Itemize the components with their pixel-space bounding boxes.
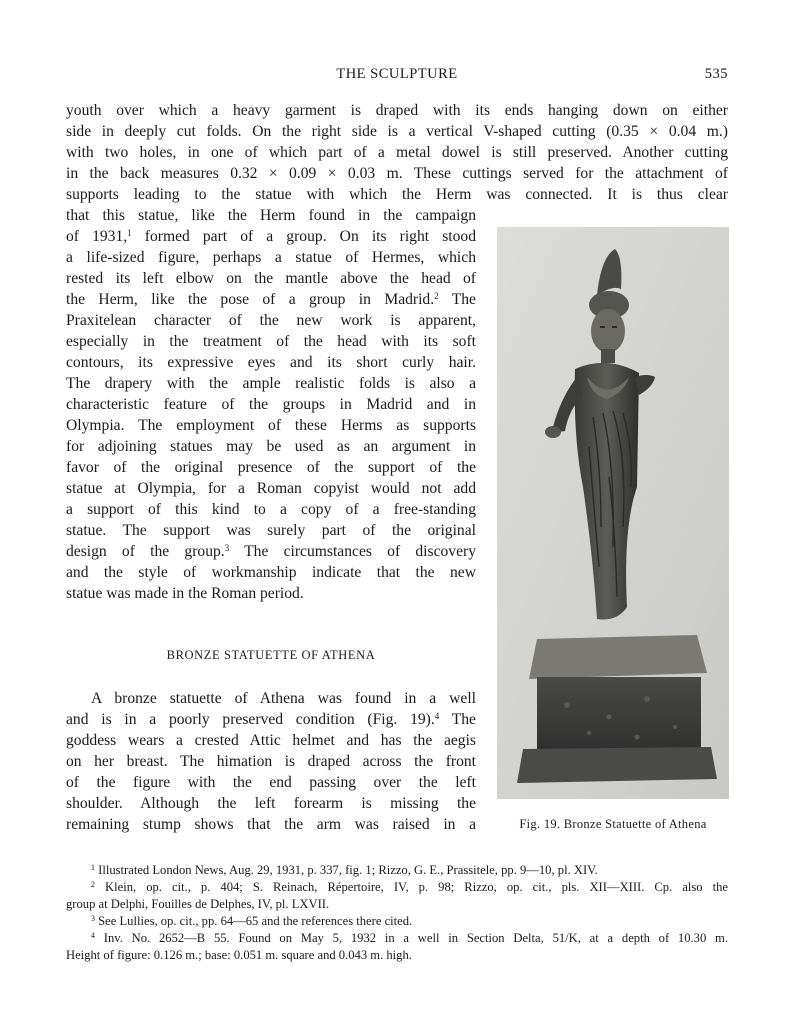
footnote: $^2$ Klein, op. cit., p. 404; S. Reinach, Répertoire, IV, p. 98; Rizzo, op. cit., pls. XII—XIII. Cp. also the: [91, 880, 728, 894]
footnote-ref: 1: [127, 228, 132, 238]
head: [591, 309, 625, 353]
body-line: Praxitelean character of the new work is apparent,: [66, 312, 476, 329]
body-line: the Herm, like the pose of a group in Madrid.$^2$ The: [66, 291, 476, 308]
body-line: of 1931,$^1$ formed part of a group. On its right stood: [66, 228, 476, 245]
body-line: a support of this kind to a copy of a free-standing: [66, 501, 476, 518]
body-line: design of the group.$^3$ The circumstances of discovery: [66, 543, 476, 560]
body-line: for adjoining statues may be used as an argument in: [66, 438, 476, 455]
footnote-mark: 4: [91, 931, 95, 940]
footnote-mark: 1: [91, 863, 95, 872]
footnote-ref: 3: [224, 543, 230, 553]
page-number: 535: [704, 66, 728, 82]
section-line: and is in a poorly preserved condition (Fig. 19).$^4$ The: [66, 711, 476, 728]
body-line: rested its left elbow on the mantle above the head of: [66, 270, 476, 287]
body-line: a life-sized figure, perhaps a statue of Hermes, which: [66, 249, 476, 266]
figure-photo: [497, 227, 729, 799]
figure-caption: Fig. 19. Bronze Statuette of Athena: [519, 817, 707, 831]
body-line: especially in the treatment of the head with its soft: [66, 333, 476, 350]
body-line: contours, its expressive eyes and its short curly hair.: [66, 354, 476, 371]
section-heading: BRONZE STATUETTE OF ATHENA: [166, 648, 376, 662]
right-hand: [545, 426, 561, 438]
body-line: side in deeply cut folds. On the right side is a vertical V-shaped cutting (0.35 × 0.04 m.): [66, 123, 728, 140]
body-line: supports leading to the statue with which the Herm was connected. It is thus clear: [66, 186, 728, 203]
footnote-mark: 3: [91, 914, 95, 923]
footnote-mark: 2: [91, 880, 95, 889]
statuette-illustration: [497, 227, 729, 799]
running-title: THE SCULPTURE: [336, 66, 458, 82]
section-line: A bronze statuette of Athena was found in a well: [91, 690, 476, 707]
footnote: $^4$ Inv. No. 2652—B 55. Found on May 5, 1932 in a well in Section Delta, 51/K, at a depth of 10.30 m.: [91, 931, 728, 945]
section-line: on her breast. The himation is draped across the front: [66, 753, 476, 770]
neck: [601, 349, 615, 363]
body-line: statue. The support was surely part of the original: [66, 522, 476, 539]
section-line: shoulder. Although the left forearm is missing the: [66, 795, 476, 812]
body-line: in the back measures 0.32 × 0.09 × 0.03 m. These cuttings served for the attachment of: [66, 165, 728, 182]
footnote-ref: 2: [434, 291, 439, 301]
base-body: [537, 677, 701, 749]
footnote: $^3$ See Lullies, op. cit., pp. 64—65 and the references there cited.: [91, 914, 413, 928]
section-line: remaining stump shows that the arm was raised in a: [66, 816, 476, 833]
body-line: that this statue, like the Herm found in the campaign: [66, 207, 476, 224]
footnote-continuation: Height of figure: 0.126 m.; base: 0.051 m. square and 0.043 m. high.: [66, 948, 412, 962]
footnote-continuation: group at Delphi, Fouilles de Delphes, IV, pl. LXVII.: [66, 897, 330, 911]
body-line: favor of the original presence of the support of the: [66, 459, 476, 476]
body-line: statue at Olympia, for a Roman copyist would not add: [66, 480, 476, 497]
base-foot: [517, 747, 717, 783]
footnote: $^1$ Illustrated London News, Aug. 29, 1931, p. 337, fig. 1; Rizzo, G. E., Prassitele, pp. 9—10, pl. XIV.: [91, 863, 598, 877]
body-line: youth over which a heavy garment is draped with its ends hanging down on either: [66, 102, 728, 119]
running-header: [66, 66, 728, 84]
section-line: of the figure with the end passing over the left: [66, 774, 476, 791]
section-line: goddess wears a crested Attic helmet and has the aegis: [66, 732, 476, 749]
body-line: and the style of workmanship indicate that the new: [66, 564, 476, 581]
footnote-ref: 4: [434, 711, 440, 721]
body-line: statue was made in the Roman period.: [66, 585, 304, 602]
body-line: with two holes, in one of which part of a metal dowel is still preserved. Another cutting: [66, 144, 728, 161]
base-top: [529, 635, 707, 679]
body-line: Olympia. The employment of these Herms as supports: [66, 417, 476, 434]
body-line: The drapery with the ample realistic folds is also a: [66, 375, 476, 392]
body-line: characteristic feature of the groups in Madrid and in: [66, 396, 476, 413]
